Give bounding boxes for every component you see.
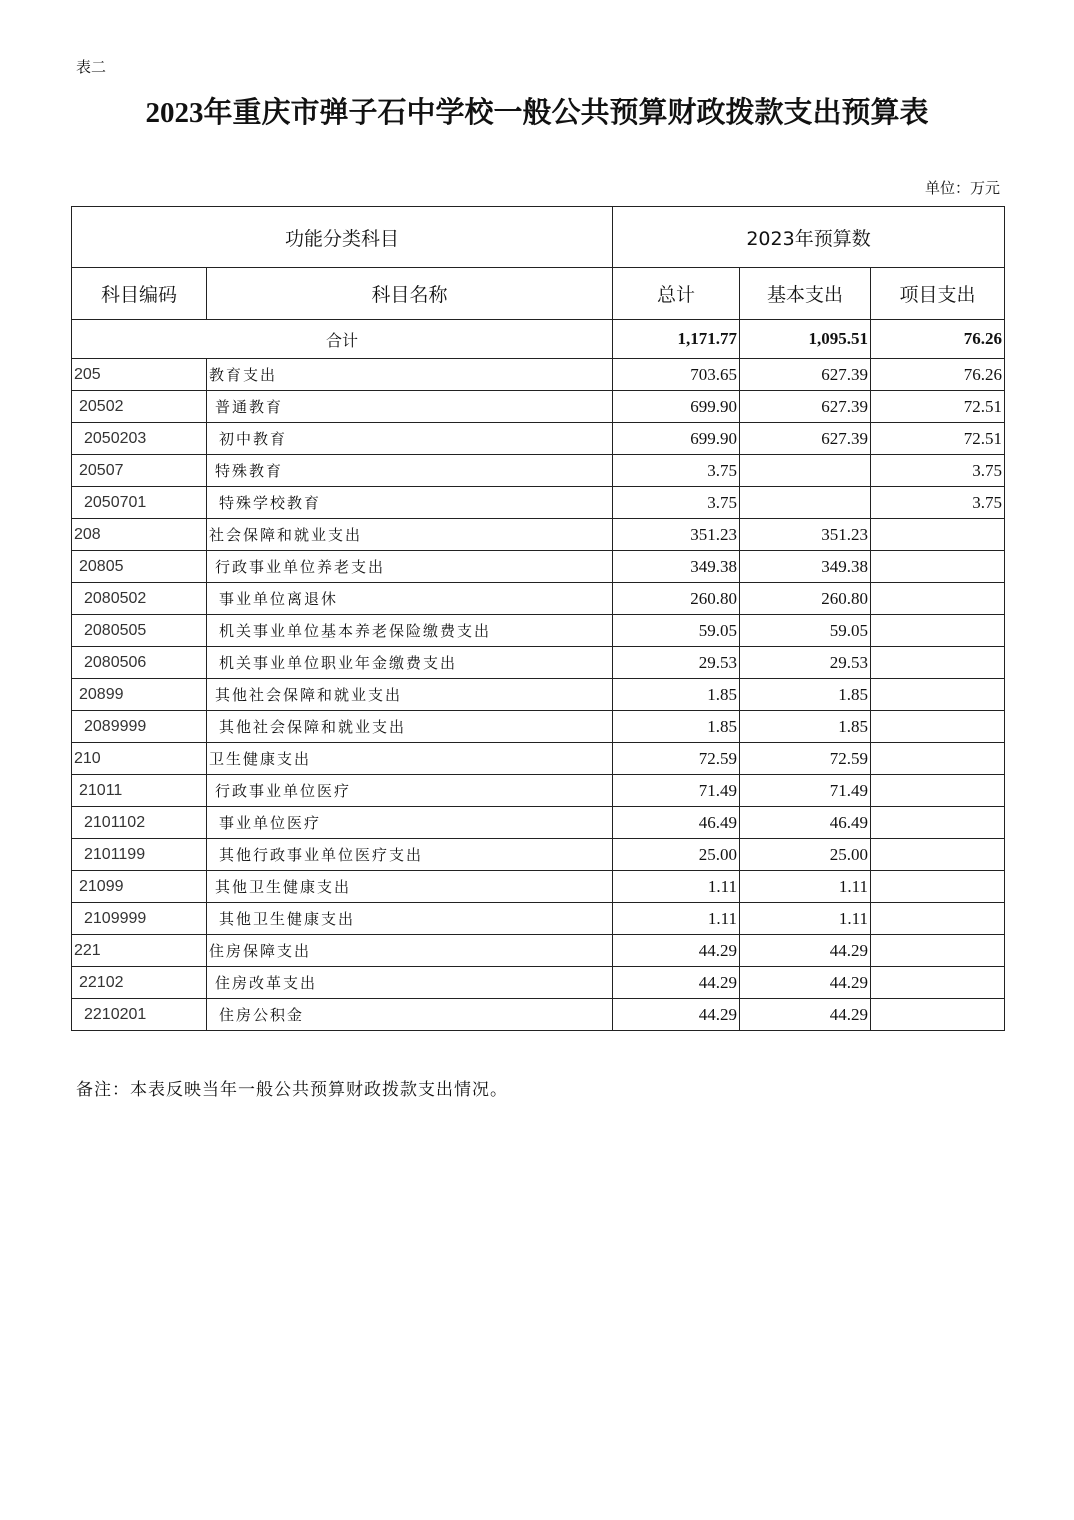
row-project xyxy=(871,519,1005,551)
row-basic: 25.00 xyxy=(740,839,871,871)
row-name: 事业单位离退休 xyxy=(207,583,613,615)
row-code: 2089999 xyxy=(72,711,207,743)
row-code: 20805 xyxy=(72,551,207,583)
row-code: 205 xyxy=(72,359,207,391)
header-code: 科目编码 xyxy=(72,268,207,320)
row-basic: 44.29 xyxy=(740,967,871,999)
row-code: 22102 xyxy=(72,967,207,999)
row-code: 221 xyxy=(72,935,207,967)
row-code: 21011 xyxy=(72,775,207,807)
row-basic: 29.53 xyxy=(740,647,871,679)
row-basic: 351.23 xyxy=(740,519,871,551)
row-name: 事业单位医疗 xyxy=(207,807,613,839)
row-project: 3.75 xyxy=(871,455,1005,487)
row-name: 社会保障和就业支出 xyxy=(207,519,613,551)
row-code: 20502 xyxy=(72,391,207,423)
row-total: 44.29 xyxy=(613,999,740,1031)
row-code: 20507 xyxy=(72,455,207,487)
row-project: 72.51 xyxy=(871,391,1005,423)
row-basic: 1.85 xyxy=(740,679,871,711)
row-code: 20899 xyxy=(72,679,207,711)
table-row xyxy=(72,423,1005,455)
row-basic: 349.38 xyxy=(740,551,871,583)
row-total: 699.90 xyxy=(613,423,740,455)
table-row xyxy=(72,839,1005,871)
row-name: 住房改革支出 xyxy=(207,967,613,999)
row-basic: 1.11 xyxy=(740,871,871,903)
total-label: 合计 xyxy=(72,320,613,359)
row-project xyxy=(871,871,1005,903)
row-name: 教育支出 xyxy=(207,359,613,391)
row-basic: 44.29 xyxy=(740,999,871,1031)
row-basic: 1.11 xyxy=(740,903,871,935)
row-total: 3.75 xyxy=(613,487,740,519)
row-code: 2080506 xyxy=(72,647,207,679)
row-code: 2080502 xyxy=(72,583,207,615)
table-row xyxy=(72,967,1005,999)
row-name: 其他行政事业单位医疗支出 xyxy=(207,839,613,871)
row-code: 21099 xyxy=(72,871,207,903)
row-code: 2101102 xyxy=(72,807,207,839)
header-group-row xyxy=(72,207,1005,268)
row-total: 44.29 xyxy=(613,935,740,967)
table-row xyxy=(72,679,1005,711)
row-code: 2050701 xyxy=(72,487,207,519)
row-basic: 627.39 xyxy=(740,359,871,391)
row-total: 703.65 xyxy=(613,359,740,391)
row-basic xyxy=(740,455,871,487)
row-basic: 72.59 xyxy=(740,743,871,775)
unit-label: 单位：万元 xyxy=(924,179,1000,197)
row-total: 1.85 xyxy=(613,711,740,743)
table-row xyxy=(72,391,1005,423)
row-name: 其他社会保障和就业支出 xyxy=(207,711,613,743)
row-project xyxy=(871,551,1005,583)
table-row xyxy=(72,359,1005,391)
row-basic: 1.85 xyxy=(740,711,871,743)
header-total: 总计 xyxy=(613,268,740,320)
row-project xyxy=(871,615,1005,647)
row-name: 初中教育 xyxy=(207,423,613,455)
row-name: 机关事业单位职业年金缴费支出 xyxy=(207,647,613,679)
row-name: 住房保障支出 xyxy=(207,935,613,967)
row-code: 2210201 xyxy=(72,999,207,1031)
table-row xyxy=(72,519,1005,551)
row-name: 特殊学校教育 xyxy=(207,487,613,519)
table-row xyxy=(72,583,1005,615)
row-basic: 627.39 xyxy=(740,423,871,455)
table-row xyxy=(72,551,1005,583)
row-project xyxy=(871,935,1005,967)
table-row xyxy=(72,711,1005,743)
table-row xyxy=(72,487,1005,519)
row-total: 46.49 xyxy=(613,807,740,839)
row-name: 其他卫生健康支出 xyxy=(207,871,613,903)
row-project xyxy=(871,775,1005,807)
row-name: 其他卫生健康支出 xyxy=(207,903,613,935)
row-project xyxy=(871,839,1005,871)
row-project xyxy=(871,647,1005,679)
footnote: 备注：本表反映当年一般公共预算财政拨款支出情况。 xyxy=(76,1080,508,1100)
table-row xyxy=(72,647,1005,679)
table-row xyxy=(72,935,1005,967)
row-basic: 260.80 xyxy=(740,583,871,615)
row-total: 71.49 xyxy=(613,775,740,807)
row-project: 76.26 xyxy=(871,359,1005,391)
row-code: 208 xyxy=(72,519,207,551)
table-row xyxy=(72,999,1005,1031)
row-name: 其他社会保障和就业支出 xyxy=(207,679,613,711)
table-row xyxy=(72,775,1005,807)
header-function-category: 功能分类科目 xyxy=(72,207,613,268)
header-project: 项目支出 xyxy=(871,268,1005,320)
table-row xyxy=(72,615,1005,647)
header-column-row xyxy=(72,268,1005,320)
row-project xyxy=(871,583,1005,615)
row-project xyxy=(871,903,1005,935)
row-total: 699.90 xyxy=(613,391,740,423)
row-total: 72.59 xyxy=(613,743,740,775)
header-basic: 基本支出 xyxy=(740,268,871,320)
row-code: 2101199 xyxy=(72,839,207,871)
row-project xyxy=(871,999,1005,1031)
row-total: 1.85 xyxy=(613,679,740,711)
row-basic: 71.49 xyxy=(740,775,871,807)
row-code: 210 xyxy=(72,743,207,775)
row-name: 住房公积金 xyxy=(207,999,613,1031)
row-project xyxy=(871,967,1005,999)
row-name: 行政事业单位养老支出 xyxy=(207,551,613,583)
row-total: 44.29 xyxy=(613,967,740,999)
row-total: 29.53 xyxy=(613,647,740,679)
row-code: 2109999 xyxy=(72,903,207,935)
row-total: 1.11 xyxy=(613,871,740,903)
row-total: 260.80 xyxy=(613,583,740,615)
row-total: 349.38 xyxy=(613,551,740,583)
row-project xyxy=(871,743,1005,775)
total-basic: 1,095.51 xyxy=(740,320,871,359)
row-basic xyxy=(740,487,871,519)
row-code: 2050203 xyxy=(72,423,207,455)
total-row xyxy=(72,320,1005,359)
header-name: 科目名称 xyxy=(207,268,613,320)
row-project: 72.51 xyxy=(871,423,1005,455)
table-row xyxy=(72,871,1005,903)
table-row xyxy=(72,455,1005,487)
row-project xyxy=(871,807,1005,839)
row-total: 3.75 xyxy=(613,455,740,487)
page-title: 2023年重庆市弹子石中学校一般公共预算财政拨款支出预算表 xyxy=(145,97,929,129)
row-code: 2080505 xyxy=(72,615,207,647)
row-name: 特殊教育 xyxy=(207,455,613,487)
row-project xyxy=(871,711,1005,743)
table-row xyxy=(72,807,1005,839)
row-total: 1.11 xyxy=(613,903,740,935)
total-total: 1,171.77 xyxy=(613,320,740,359)
row-project xyxy=(871,679,1005,711)
budget-table xyxy=(71,206,1005,1031)
row-project: 3.75 xyxy=(871,487,1005,519)
row-name: 机关事业单位基本养老保险缴费支出 xyxy=(207,615,613,647)
row-name: 卫生健康支出 xyxy=(207,743,613,775)
row-basic: 46.49 xyxy=(740,807,871,839)
row-basic: 627.39 xyxy=(740,391,871,423)
header-budget-2023: 2023年预算数 xyxy=(613,207,1005,268)
row-total: 59.05 xyxy=(613,615,740,647)
total-project: 76.26 xyxy=(871,320,1005,359)
table-number: 表二 xyxy=(76,58,107,76)
row-name: 普通教育 xyxy=(207,391,613,423)
row-basic: 44.29 xyxy=(740,935,871,967)
row-total: 25.00 xyxy=(613,839,740,871)
table-row xyxy=(72,743,1005,775)
table-row xyxy=(72,903,1005,935)
row-name: 行政事业单位医疗 xyxy=(207,775,613,807)
row-basic: 59.05 xyxy=(740,615,871,647)
row-total: 351.23 xyxy=(613,519,740,551)
